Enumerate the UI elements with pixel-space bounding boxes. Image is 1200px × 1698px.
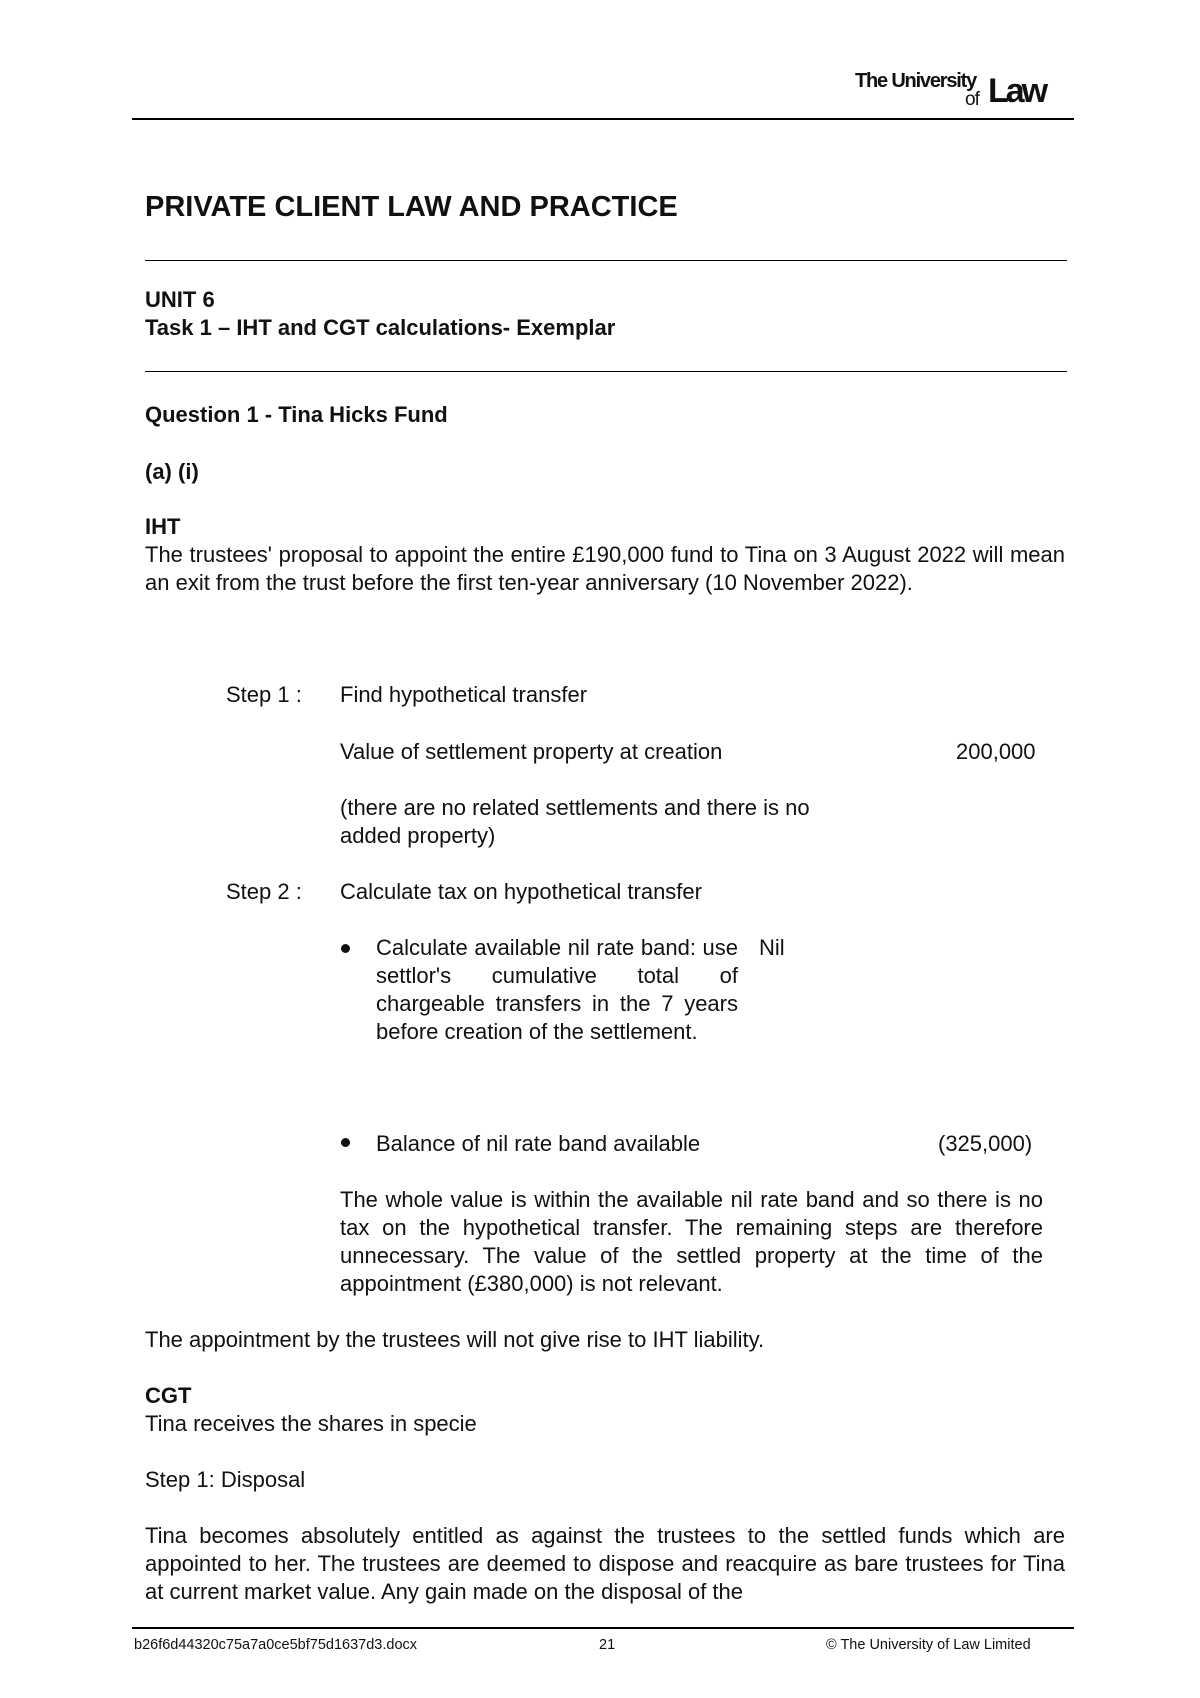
bullet-2-value: (325,000) — [938, 1131, 1033, 1156]
university-logo — [855, 70, 1065, 110]
iht-final-statement: The appointment by the trustees will not give rise to IHT liability. — [145, 1327, 765, 1352]
bullet-2-text: Balance of nil rate band available — [376, 1131, 701, 1156]
step-2-text: Calculate tax on hypothetical transfer — [340, 879, 702, 904]
iht-heading: IHT — [145, 514, 181, 539]
footer-page-number: 21 — [599, 1637, 616, 1653]
header-rule — [132, 118, 1074, 120]
unit-label: UNIT 6 — [145, 287, 215, 312]
iht-conclusion-paragraph: The whole value is within the available nil rate band and so there is no tax on the hypothetical transfer. The remaining steps are therefore unnecessary. The value of the settled property at the time of the appointment (£380,000) is not relevant. — [340, 1187, 1043, 1296]
step-1-value: 200,000 — [956, 739, 1036, 764]
iht-intro-paragraph: The trustees' proposal to appoint the entire £190,000 fund to Tina on 3 August 2022 will mean an exit from the trust before the first ten-year anniversary (10 November 2022). — [145, 542, 1065, 595]
step-1-value-text: Value of settlement property at creation — [340, 739, 723, 764]
task-rule — [145, 371, 1067, 372]
cgt-line-1: Tina receives the shares in specie — [145, 1411, 477, 1436]
footer-filename: b26f6d44320c75a7a0ce5bf75d1637d3.docx — [134, 1637, 418, 1653]
bullet-1-marker — [341, 944, 350, 953]
logo-line-3: Law — [988, 72, 1046, 110]
part-label: (a) (i) — [145, 459, 199, 484]
step-1-text: Find hypothetical transfer — [340, 682, 588, 707]
cgt-step-1: Step 1: Disposal — [145, 1467, 306, 1492]
footer-copyright: © The University of Law Limited — [826, 1637, 1031, 1653]
question-heading: Question 1 - Tina Hicks Fund — [145, 402, 448, 427]
cgt-paragraph: Tina becomes absolutely entitled as against the trustees to the settled funds which are appointed to her. The trustees are deemed to dispose and reacquire as bare trustees for Tina at current market value. Any gain made on the disposal of the — [145, 1523, 1065, 1604]
logo-line-1: The University — [855, 70, 977, 92]
footer-rule — [132, 1627, 1074, 1629]
step-1-label: Step 1 : — [226, 682, 302, 707]
step-1-note: (there are no related settlements and there is no added property) — [340, 795, 810, 848]
step-2-label: Step 2 : — [226, 879, 302, 904]
task-label: Task 1 – IHT and CGT calculations- Exemplar — [145, 315, 616, 340]
bullet-1-text: Calculate available nil rate band: use settlor's cumulative total of chargeable transfers in the 7 years before creation of the settlement. — [376, 935, 738, 1044]
document-title: PRIVATE CLIENT LAW AND PRACTICE — [145, 191, 678, 223]
cgt-heading: CGT — [145, 1383, 192, 1408]
title-rule — [145, 260, 1067, 261]
bullet-1-value: Nil — [759, 935, 785, 960]
logo-line-2: of — [965, 89, 979, 110]
bullet-2-marker — [341, 1138, 350, 1147]
